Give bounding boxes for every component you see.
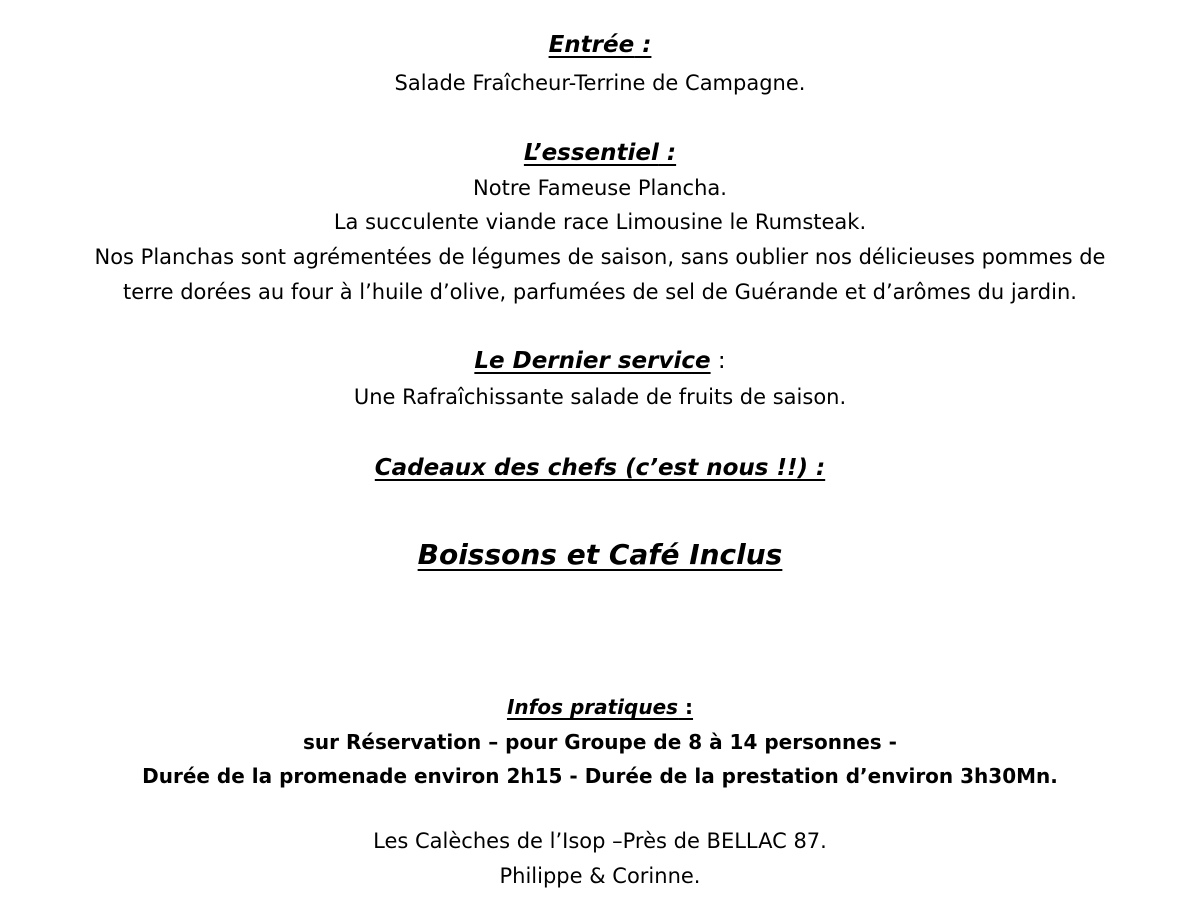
- entree-heading-text: Entrée: [548, 32, 635, 58]
- essentiel-line-2: La succulente viande race Limousine le Rumsteak.: [333, 210, 867, 234]
- entree-heading-colon: :: [634, 32, 652, 58]
- infos-line-2: Durée de la promenade environ 2h15 - Durée de la prestation d’environ 3h30Mn.: [142, 764, 1058, 788]
- contact-line-2: Philippe & Corinne.: [499, 864, 701, 888]
- essentiel-line-1: Notre Fameuse Plancha.: [473, 176, 727, 200]
- dernier-text: Une Rafraîchissante salade de fruits de saison.: [353, 385, 847, 409]
- infos-line-1: sur Réservation – pour Groupe de 8 à 14 personnes -: [303, 730, 897, 754]
- dernier-heading-colon: :: [710, 348, 726, 374]
- essentiel-line-4: terre dorées au four à l’huile d’olive, parfumées de sel de Guérande et d’arômes du jardin.: [123, 280, 1077, 304]
- essentiel-heading: [0, 140, 1200, 166]
- entree-heading: [0, 32, 1200, 58]
- cadeaux-heading: [0, 455, 1200, 481]
- essentiel-heading-colon: :: [658, 140, 677, 166]
- infos-heading-text: Infos pratiques: [506, 695, 679, 719]
- infos-heading: [0, 694, 1200, 720]
- essentiel-heading-text: L’essentiel: [523, 140, 659, 166]
- infos-heading-colon: :: [678, 695, 694, 719]
- boissons-text: Boissons et Café Inclus: [417, 538, 783, 571]
- cadeaux-heading-text: Cadeaux des chefs (c’est nous !!) :: [374, 455, 826, 481]
- entree-text: Salade Fraîcheur-Terrine de Campagne.: [394, 71, 806, 95]
- dernier-heading-text: Le Dernier service: [474, 348, 711, 374]
- essentiel-line-3: Nos Planchas sont agrémentées de légumes de saison, sans oublier nos délicieuses pommes de: [94, 245, 1106, 269]
- dernier-heading: [0, 348, 1200, 374]
- contact-line-1: Les Calèches de l’Isop –Près de BELLAC 87.: [373, 829, 827, 853]
